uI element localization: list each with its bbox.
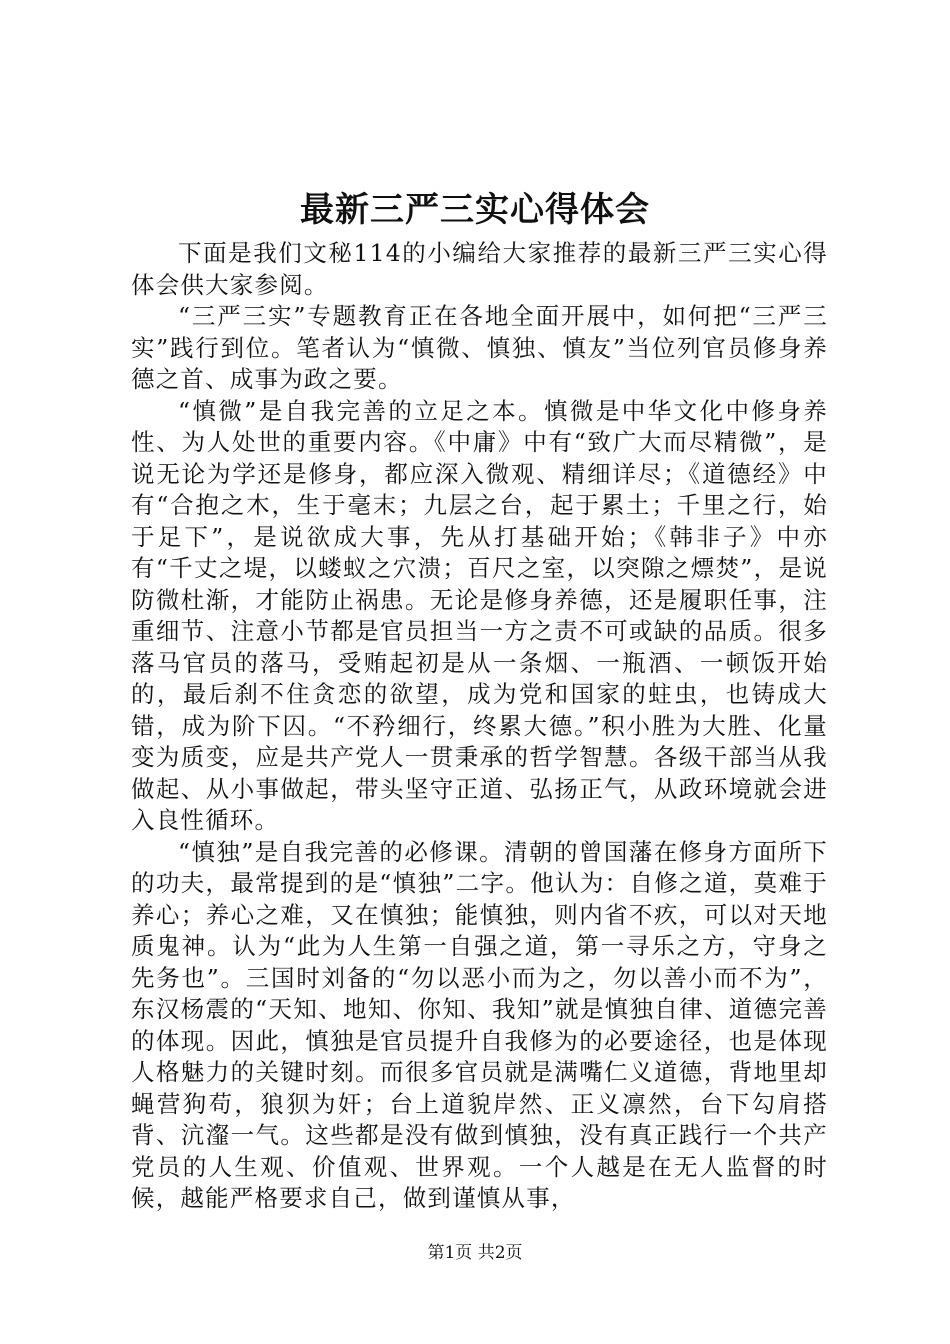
- paragraph-intro: 下面是我们文秘114的小编给大家推荐的最新三严三实心得体会供大家参阅。: [131, 239, 828, 299]
- document-body: [131, 238, 828, 1215]
- document-title: 最新三严三实心得体会: [300, 190, 650, 230]
- paragraph-shendu: “慎独”是自我完善的必修课。清朝的曾国藩在修身方面所下的功夫，最常提到的是“慎独”二字。他认为：自修之道，莫难于养心；养心之难，又在慎独；能慎独，则内省不疚，可以对天地质鬼神。认为“此为人生第一自强之道，第一寻乐之方，守身之先务也”。三国时刘备的“勿以恶小而为之，勿以善小而不为”，东汉杨震的“天知、地知、你知、我知”就是慎独自律、道德完善的体现。因此，慎独是官员提升自我修为的必要途径，也是体现人格魅力的关键时刻。而很多官员就是满嘴仁义道德，背地里却蝇营狗苟，狼狈为奸；台上道貌岸然、正义凛然，台下勾肩搭背、沆瀣一气。这些都是没有做到慎独，没有真正践行一个共产党员的人生观、价值观、世界观。一个人越是在无人监督的时候，越能严格要求自己，做到谨慎从事，: [131, 837, 828, 1212]
- paragraph-overview: “三严三实”专题教育正在各地全面开展中，如何把“三严三实”践行到位。笔者认为“慎微、慎独、慎友”当位列官员修身养德之首、成事为政之要。: [131, 302, 828, 393]
- paragraph-shenwei: “慎微”是自我完善的立足之本。慎微是中华文化中修身养性、为人处世的重要内容。《中庸》中有“致广大而尽精微”，是说无论为学还是修身，都应深入微观、精细详尽；《道德经》中有“合抱之木，生于毫末；九层之台，起于累土；千里之行，始于足下”，是说欲成大事，先从打基础开始；《韩非子》中亦有“千丈之堤，以蝼蚁之穴溃；百尺之室，以突隙之熛焚”，是说防微杜渐，才能防止祸患。无论是修身养德，还是履职任事，注重细节、注意小节都是官员担当一方之责不可或缺的品质。很多落马官员的落马，受贿起初是从一条烟、一瓶酒、一顿饭开始的，最后刹不住贪恋的欲望，成为党和国家的蛀虫，也铸成大错，成为阶下囚。“不矜细行，终累大德。”积小胜为大胜、化量变为质变，应是共产党人一贯秉承的哲学智慧。各级干部当从我做起、从小事做起，带头坚守正道、弘扬正气，从政环境就会进入良性循环。: [131, 396, 828, 834]
- page-footer: 第1页 共2页: [427, 1243, 523, 1263]
